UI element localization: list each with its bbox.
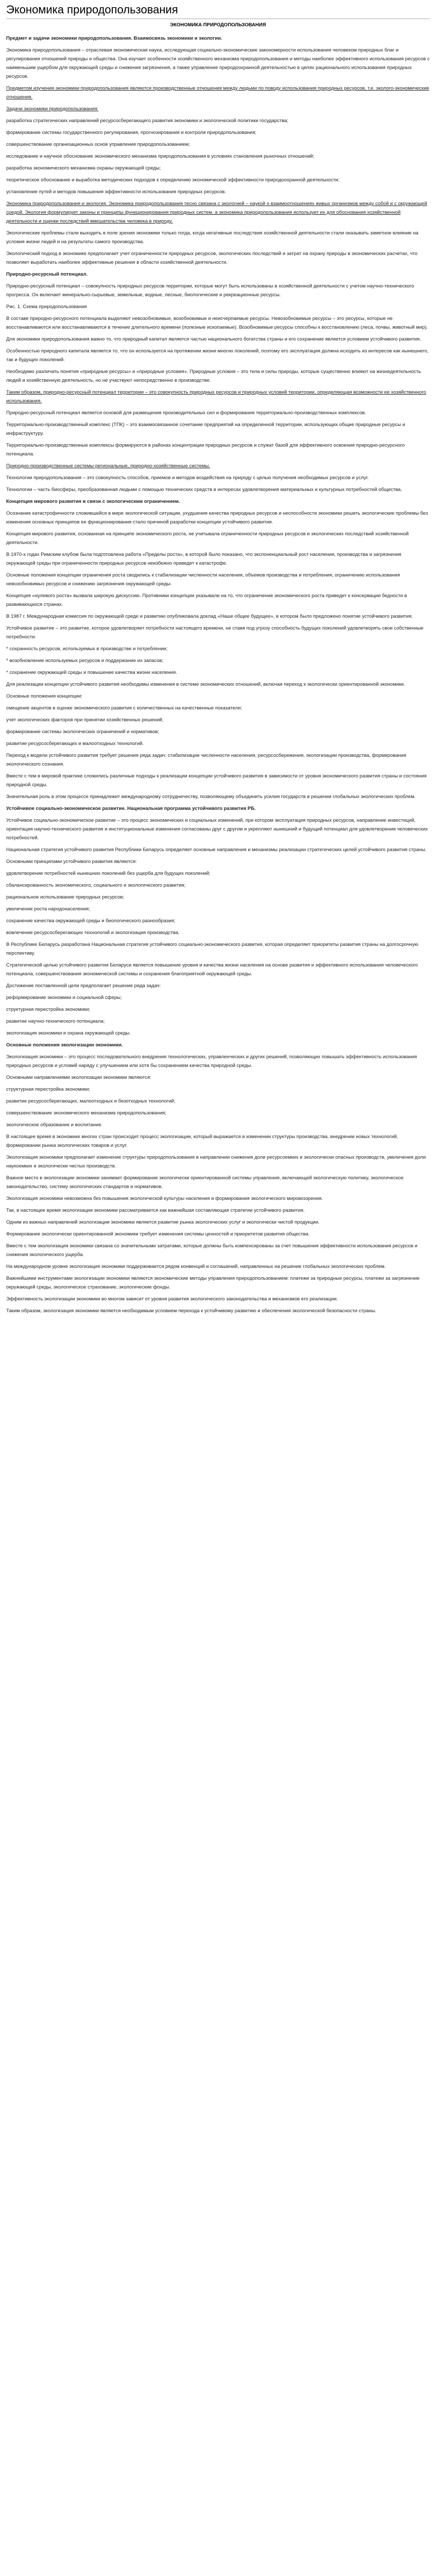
- paragraph: развитие ресурсосберегающих, малоотходных и безотходных технологий;: [6, 1098, 176, 1104]
- paragraph: Вместе с тем экологизация экономики связана со значительными затратами, которые должны быть компенсированы за счет повышения эффективности использования ресурсов и снижения экологического ущерба.: [6, 1243, 417, 1258]
- paragraph: Основными направлениями экологизации экономики являются:: [6, 1075, 151, 1080]
- paragraph: реформирование экономики и социальной сферы;: [6, 995, 122, 1001]
- paragraph: рациональное использование природных ресурсов;: [6, 894, 125, 900]
- paragraph: Предметом изучения экономики природопользования являются производственные отношения между людьми по поводу использования природных ресурсов, т.е. эколого-экономические отношения.: [6, 86, 429, 100]
- paragraph: Осознание катастрофичности сложившейся в мире экологической ситуации, ухудшения качества природных ресурсов и неспособности экономики решить экологические проблемы без изменения основных принципов ее функционирования стало причиной разработки концепции устойчивого развития.: [6, 511, 428, 525]
- paragraph: Экологизация экономики предполагает изменение структуры природопользования в направлении снижения доли ресурсоемких и экологически опасных производств, увеличения доли наукоемких и экологически чистых производств.: [6, 1155, 426, 1169]
- paragraph: Основные положения концепции:: [6, 693, 82, 699]
- paragraph: Важнейшими инструментами экологизации экономики являются экономические методы управления природопользованием: платежи за природные ресурсы, платежи за загрязнение окружающей среды, экологическое страхование, экологические фонды.: [6, 1276, 420, 1290]
- paragraph: Важное место в экологизации экономики занимает формирование экологически ориентированной системы управления, включающей экологическую политику, экологическое законодательство, систему экологических стандартов и нормативов.: [6, 1175, 404, 1190]
- paragraph: Особенностью природного капитала является то, что он используется на протяжении жизни многих поколений, поэтому его эксплуатация должна исходить из интересов как нынешнего, так и будущих поколений.: [6, 348, 429, 363]
- paragraph: Таким образом, экологизация экономики является необходимым условием перехода к устойчивому развитию и обеспечения экологической безопасности страны.: [6, 1308, 377, 1314]
- paragraph: Рис. 1. Схема природопользования: [6, 304, 87, 310]
- paragraph: В Республике Беларусь разработана Национальная стратегия устойчивого социально-экономического развития, которая определяет приоритеты развития страны на долгосрочную перспективу.: [6, 942, 418, 956]
- paragraph: удовлетворение потребностей нынешних поколений без ущерба для будущих поколений;: [6, 871, 211, 876]
- paragraph: Экологизация экономики невозможна без повышения экологической культуры населения и формирования экологического мировоззрения.: [6, 1196, 323, 1201]
- paragraph: Одним из важных направлений экологизации экономики является развитие рынка экологических услуг и экологически чистой продукции.: [6, 1219, 320, 1225]
- paragraph: структурная перестройка экономики;: [6, 1087, 91, 1092]
- paragraph: Необходимо различать понятия «природные ресурсы» и «природные условия». Природные условия – это тела и силы природы, которые существенно влияют на жизнедеятельность людей и хозяйственную деятельность, но не участвуют непосредственно в производстве.: [6, 369, 421, 383]
- paragraph: вовлечение ресурсосберегающих технологий и экологизация производства.: [6, 930, 180, 936]
- paragraph: В 1987 г. Международная комиссия по окружающей среде и развитию опубликовала доклад «Наше общее будущее», в котором было предложено понятие устойчивого развития.: [6, 614, 413, 619]
- paragraph: смещение акцентов в оценке экономического развития с количественных на качественные показатели;: [6, 705, 242, 711]
- paragraph: Достижение поставленной цели предполагает решение ряда задач:: [6, 983, 161, 989]
- document-heading: ЭКОНОМИКА ПРИРОДОПОЛЬЗОВАНИЯ: [170, 22, 266, 28]
- paragraph: Территориально-производственный комплекс (ТПК) – это взаимосвязанное сочетание предприятий на определенной территории, использующих общие природные ресурсы и инфраструктуру.: [6, 422, 406, 436]
- paragraph: Концепция мирового развития в связи с экологическим ограничением.: [6, 499, 180, 504]
- paragraph: Вместе с тем в мировой практике сложились различные подходы к реализации концепции устойчивого развития в зависимости от уровня экономического развития страны и состояния природной среды.: [6, 773, 427, 788]
- paragraph: разработка стратегических направлений ресурсосберегающего развития экономики и экологической политики государства;: [6, 118, 289, 124]
- paragraph: Экологические проблемы стали выходить в поле зрения экономики только тогда, когда негативные последствия хозяйственной деятельности стали оказывать заметное влияние на условия жизни людей и на результаты самого производства.: [6, 230, 418, 245]
- paragraph: развитие научно-технического потенциала;: [6, 1019, 105, 1024]
- page-title: Экономика природопользования: [6, 3, 430, 19]
- paragraph: сбалансированность экономического, социального и экологического развития;: [6, 883, 186, 888]
- paragraph: структурная перестройка экономики;: [6, 1007, 91, 1012]
- paragraph: * сохранность ресурсов, используемых в производстве и потреблении;: [6, 646, 168, 652]
- paragraph: Переход к модели устойчивого развития требует решения ряда задач: стабилизации численности населения, ресурсосбережения, экологизации производства, формирования экологического сознания.: [6, 753, 407, 767]
- paragraph: Эффективность экологизации экономики во многом зависит от уровня развития экологического законодательства и механизмов его реализации.: [6, 1296, 338, 1302]
- paragraph: Основные положения концепции ограничения роста сводились к стабилизации численности населения, объемов производства и потребления, ограничению использования невозобновимых ресурсов и снижению загрязнения окружающей среды.: [6, 572, 400, 587]
- paragraph: Основные положения экологизации экономики.: [6, 1042, 123, 1048]
- paragraph: теоретическое обоснование и выработка методических подходов к определению экономической эффективности природоохранной деятельности;: [6, 177, 340, 183]
- paragraph: экологическое образование и воспитание.: [6, 1122, 103, 1128]
- paragraph: формирование системы государственного регулирования, прогнозирования и контроля природопользования;: [6, 130, 257, 135]
- paragraph: Природно-ресурсный потенциал.: [6, 272, 88, 277]
- paragraph: Природно-ресурсный потенциал является основой для размещения производительных сил и формирования территориально-производственных комплексов.: [6, 410, 367, 416]
- paragraph: На международном уровне экологизация экономики поддерживается рядом конвенций и соглашений, направленных на решение глобальных экологических проблем.: [6, 1264, 386, 1269]
- paragraph: * сохранение окружающей среды и повышение качества жизни населения.: [6, 670, 177, 675]
- paragraph: увеличение роста народонаселения;: [6, 906, 90, 912]
- paragraph: * возобновление используемых ресурсов и поддержание их запасов;: [6, 658, 164, 664]
- paragraph: Формирование экологически ориентированной экономики требует изменения системы ценностей и приоритетов развития общества.: [6, 1231, 310, 1237]
- paragraph: Задачи экономики природопользования:: [6, 106, 99, 112]
- paragraph: Для экономики природопользования важно то, что природный капитал является частью национального богатства страны и его сохранение является условием устойчивого развития.: [6, 336, 421, 342]
- paragraph: Национальная стратегия устойчивого развития Республики Беларусь определяет основные направления и механизмы реализации стратегических целей устойчивого развития страны.: [6, 847, 427, 853]
- paragraph: разработка экономического механизма охраны окружающей среды;: [6, 165, 161, 171]
- paragraph: Территориально-производственные комплексы формируются в районах концентрации природных ресурсов и служат базой для эффективного освоения природно-ресурсного потенциала.: [6, 443, 405, 457]
- paragraph: Экономика природопользования – отраслевая экономическая наука, исследующая социально-экономические закономерности использования человеком природных благ и регулирования отношений природы и общества. Она изучает особенности хозяйственного механизма природопользования и методы наиболее эффективного использования ресурсов с наименьшим ущербом для окружающей среды и снижения загрязнения, а также управление природоохранной деятельностью в целях рационального использования природных ресурсов.: [6, 47, 430, 79]
- paragraph: развитие ресурсосберегающих и малоотходных технологий.: [6, 741, 144, 747]
- paragraph: учет экологических факторов при принятии хозяйственных решений;: [6, 717, 164, 723]
- paragraph: Для реализации концепции устойчивого развития необходимы изменения в системе экономических отношений, включая переход к экологически ориентированной экономике.: [6, 682, 406, 687]
- paragraph: Экологизация экономики – это процесс последовательного внедрения технологических, управленческих и других решений, позволяющих повышать эффективность использования природных ресурсов и условий наряду с улучшением или хотя бы сохранением качества природной среды.: [6, 1054, 417, 1069]
- paragraph: совершенствование экономического механизма природопользования;: [6, 1110, 166, 1116]
- paragraph: Экологический подход в экономике предполагает учет ограниченности природных ресурсов, экологических последствий и затрат на охрану природы в экономических расчетах, что позволяет выработать наиболее эффективные решения в области хозяйственной деятельности.: [6, 251, 417, 265]
- paragraph: экологизация экономики и охрана окружающей среды.: [6, 1030, 131, 1036]
- paragraph: Устойчивое социально-экономическое развитие – это процесс экономических и социальных изменений, при котором эксплуатация природных ресурсов, направление инвестиций, ориентация научно-технического развития и институциональные изменения согласованы друг с другом и укрепляют нынешний и будущий потенциал для удовлетворения человеческих потребностей.: [6, 818, 428, 841]
- paragraph: Устойчивое развитие – это развитие, которое удовлетворяет потребности настоящего времени, не ставя под угрозу способность будущих поколений удовлетворять свои собственные потребности.: [6, 625, 424, 640]
- paragraph: В составе природно-ресурсного потенциала выделяют невозобновимые, возобновимые и неисчерпаемые ресурсы. Невозобновимые ресурсы – это ресурсы, которые не восстанавливаются или восстанавливаются в течение длительного времени (полезные ископаемые). Возобновимые ресурсы способны к восстановлению (леса, почвы, животный мир).: [6, 316, 428, 330]
- document-body: [6, 34, 430, 1315]
- paragraph: совершенствование организационных основ управления природопользованием;: [6, 142, 190, 147]
- paragraph: Природно-производственные системы региональные, природно-хозяйственные системы.: [6, 463, 210, 469]
- paragraph: Концепция «нулевого роста» вызвала широкую дискуссию. Противники концепции указывали на то, что ограничение экономического роста приведет к консервации бедности в развивающихся странах.: [6, 593, 407, 607]
- paragraph: Таким образом, природно-ресурсный потенциал территории – это совокупность природных ресурсов и природных условий территории, определяющая возможности ее хозяйственного использования.: [6, 389, 426, 404]
- paragraph: Природно-ресурсный потенциал – совокупность природных ресурсов территории, которые могут быть использованы в хозяйственной деятельности с учетом научно-технического прогресса. Он включает минерально-сырьевые, земельные, водные, лесные, биологические и рекреационные ресурсы.: [6, 283, 414, 298]
- paragraph: Концепция мирового развития, основанная на принципе экономического роста, не учитывала ограниченности природных ресурсов и экологических последствий хозяйственной деятельности.: [6, 531, 409, 546]
- paragraph: Предмет и задачи экономики природопользования. Взаимосвязь экономики и экологии.: [6, 36, 222, 41]
- paragraph: формирование системы экологических ограничений и нормативов;: [6, 729, 160, 735]
- paragraph: Стратегической целью устойчивого развития Беларуси является повышение уровня и качества жизни населения на основе развития и эффективного использования человеческого потенциала, совершенствования экономической системы и сохранения благоприятной окружающей среды.: [6, 962, 418, 977]
- paragraph: Так, в настоящее время экологизация экономики рассматривается как важнейшая составляющая стратегии устойчивого развития.: [6, 1208, 305, 1213]
- paragraph: исследование и научное обоснование экономического механизма природопользования в условиях становления рыночных отношений;: [6, 154, 315, 159]
- paragraph: В 1970-х годах Римским клубом была подготовлена работа «Пределы роста», в которой было показано, что экспоненциальный рост населения, производства и загрязнения окружающей среды при ограниченности природных ресурсов неизбежно приведет к катастрофе.: [6, 552, 402, 566]
- paragraph: Значительная роль в этом процессе принадлежит международному сотрудничеству, позволяющему объединить усилия государств в решении глобальных экологических проблем.: [6, 794, 416, 800]
- paragraph: сохранение качества окружающей среды и биологического разнообразия;: [6, 918, 176, 924]
- paragraph: Основными принципами устойчивого развития являются:: [6, 859, 137, 865]
- paragraph: Экономика природопользования и экология. Экономика природопользования тесно связана с экологией – наукой о взаимоотношениях живых организмов между собой и с окружающей средой. Экология формулирует законы и принципы функционирования природных систем, а экономика природопользования использует их для обоснования хозяйственной деятельности и оценки последствий вмешательства человека в природу.: [6, 201, 427, 224]
- paragraph: установление путей и методов повышения эффективности использования природных ресурсов.: [6, 189, 226, 195]
- paragraph: Устойчивое социально-экономическое развитие. Национальная программа устойчивого развития РБ.: [6, 806, 256, 811]
- paragraph: Технологии природопользования – это совокупность способов, приемов и методов воздействия на природу с целью получения необходимых ресурсов и услуг.: [6, 475, 369, 481]
- paragraph: В настоящее время в экономике многих стран происходит процесс экологизации, который выражается в изменении структуры производства, внедрении новых технологий, формировании рынка экологических товаров и услуг.: [6, 1134, 398, 1148]
- paragraph: Технологии – часть биосферы, преобразованная людьми с помощью технических средств в интересах удовлетворения материальных и культурных потребностей общества.: [6, 487, 402, 493]
